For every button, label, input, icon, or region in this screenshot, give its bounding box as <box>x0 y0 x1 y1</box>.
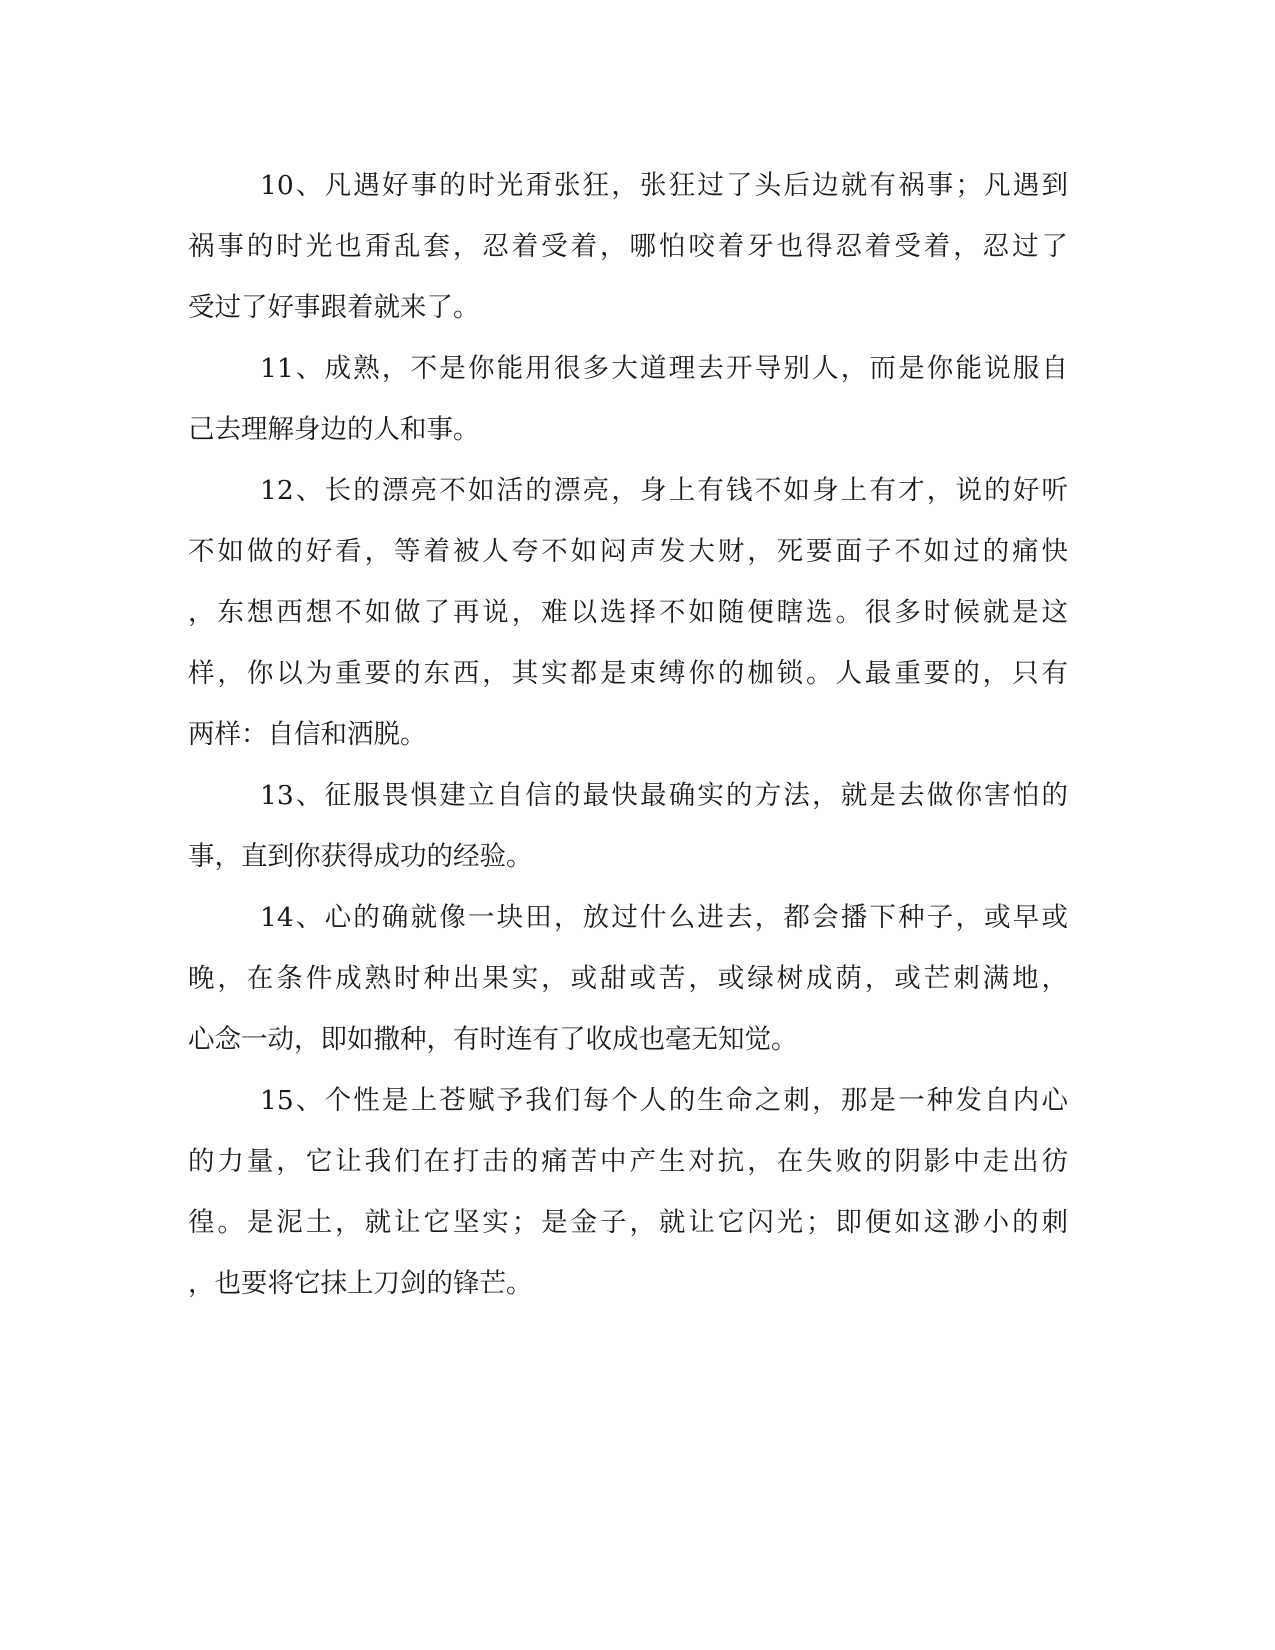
paragraph-line: 15、个性是上苍赋予我们每个人的生命之刺，那是一种发自内心 <box>260 1085 1068 1116</box>
paragraph-line: ，东想西想不如做了再说，难以选择不如随便瞎选。很多时候就是这 <box>188 597 1068 628</box>
paragraph-line: 两样：自信和洒脱。 <box>188 719 427 750</box>
paragraph-line: 12、长的漂亮不如活的漂亮，身上有钱不如身上有才，说的好听 <box>260 475 1068 506</box>
paragraph-line: 事，直到你获得成功的经验。 <box>188 841 533 872</box>
paragraph-line: 晚，在条件成熟时种出果实，或甜或苦，或绿树成荫，或芒刺满地， <box>188 963 1068 994</box>
paragraph-line: ，也要将它抹上刀剑的锋芒。 <box>188 1268 533 1299</box>
paragraph-13 <box>188 765 1068 887</box>
paragraph-line: 14、心的确就像一块田，放过什么进去，都会播下种子，或早或 <box>260 902 1068 933</box>
paragraph-line: 样，你以为重要的东西，其实都是束缚你的枷锁。人最重要的，只有 <box>188 658 1068 689</box>
paragraph-line: 祸事的时光也甭乱套，忍着受着，哪怕咬着牙也得忍着受着，忍过了 <box>188 231 1068 262</box>
paragraph-line: 心念一动，即如撒种，有时连有了收成也毫无知觉。 <box>188 1024 798 1055</box>
paragraph-line: 己去理解身边的人和事。 <box>188 414 480 445</box>
paragraph-line: 10、凡遇好事的时光甭张狂，张狂过了头后边就有祸事；凡遇到 <box>260 170 1068 201</box>
paragraph-line: 受过了好事跟着就来了。 <box>188 292 480 323</box>
paragraph-15 <box>188 1070 1068 1314</box>
paragraph-line: 徨。是泥土，就让它坚实；是金子，就让它闪光；即便如这渺小的刺 <box>188 1207 1068 1238</box>
paragraph-14 <box>188 887 1068 1070</box>
paragraph-10 <box>188 155 1068 338</box>
paragraph-line: 的力量，它让我们在打击的痛苦中产生对抗，在失败的阴影中走出彷 <box>188 1146 1068 1177</box>
paragraph-line: 13、征服畏惧建立自信的最快最确实的方法，就是去做你害怕的 <box>260 780 1068 811</box>
paragraph-11 <box>188 338 1068 460</box>
paragraph-12 <box>188 460 1068 765</box>
paragraph-line: 不如做的好看，等着被人夸不如闷声发大财，死要面子不如过的痛快 <box>188 536 1068 567</box>
document-body <box>188 155 1068 1314</box>
paragraph-line: 11、成熟，不是你能用很多大道理去开导别人，而是你能说服自 <box>260 353 1068 384</box>
